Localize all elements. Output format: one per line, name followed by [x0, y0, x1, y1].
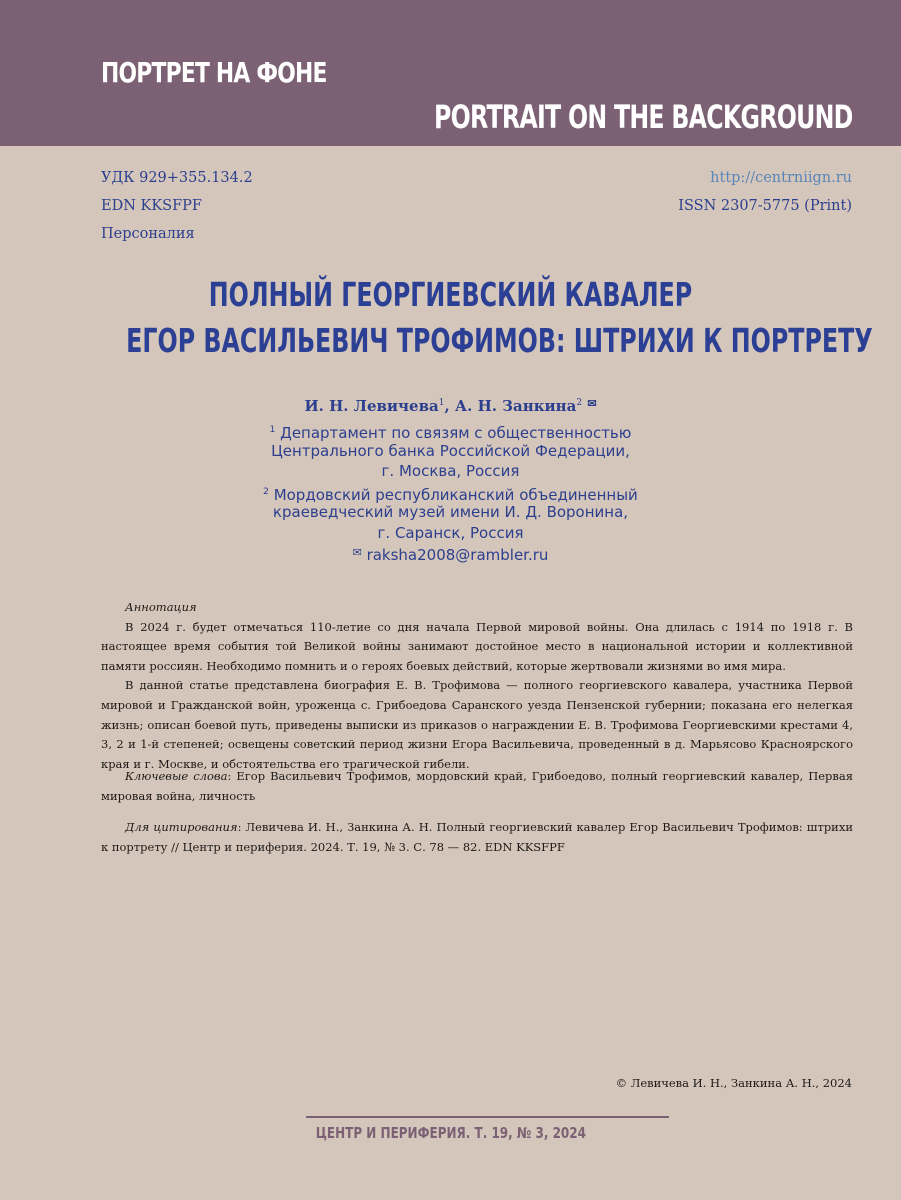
section-label: Персоналия — [101, 226, 195, 242]
mail-icon: ✉ — [587, 397, 597, 410]
article-meta-left — [101, 168, 253, 252]
mail-icon: ✉ — [352, 546, 362, 559]
affiliation-1-marker: 1 — [269, 425, 276, 435]
author-2: А. Н. Занкина — [454, 397, 577, 415]
keywords-label: Ключевые слова — [125, 769, 228, 783]
affiliation-2-line-3: г. Саранск, Россия — [377, 523, 524, 542]
author-email-link[interactable]: raksha2008@rambler.ru — [366, 546, 549, 564]
abstract-block — [101, 598, 853, 774]
affiliation-2-marker: 2 — [263, 486, 269, 497]
keywords-block — [101, 767, 853, 806]
author-1: И. Н. Левичева — [304, 397, 439, 415]
abstract-paragraph-2: В данной статье представлена биография Е. В. Трофимова — полного георгиевского кавалера, участника Первой мировой и Гражданской войн, уроженца с. Грибоедова Саранского уезда Пензенской губернии; показана его нелегкая жизнь; описан боевой путь, приведены выписки из приказов о награждении Е. В. Трофимова Георгиевскими крестами 4, 3, 2 и 1-й степеней; освещены советский период жизни Егора Васильевича, проведенный в д. Марьясово Красноярского края и г. Москве, и обстоятельства его трагической гибели. — [101, 678, 853, 771]
article-title-line-2: ЕГОР ВАСИЛЬЕВИЧ ТРОФИМОВ: ШТРИХИ К ПОРТРЕТУ — [126, 321, 873, 360]
citation-label: Для цитирования — [125, 820, 238, 834]
udk-code: УДК 929+355.134.2 — [101, 170, 253, 186]
affiliation-2-text-1: Мордовский республиканский объединенный — [273, 485, 638, 504]
authors-line — [0, 397, 901, 415]
abstract-paragraph-1: В 2024 г. будет отмечаться 110-летие со дня начала Первой мировой войны. Она длилась с 1914 по 1918 г. В настоящее время события той Великой войны занимают достойное место в национальной истории и коллективной памяти россиян. Необходимо помнить и о героях боевых действий, которые жертвовали жизнями во имя мира. — [101, 619, 853, 673]
abstract-label: Аннотация — [125, 600, 197, 614]
affiliation-1-line-1 — [0, 420, 901, 441]
article-meta-right — [678, 168, 852, 224]
journal-footer — [0, 1124, 901, 1142]
citation-block — [101, 818, 853, 857]
affiliation-2-line-1 — [0, 482, 901, 503]
issn-code: ISSN 2307-5775 (Print) — [678, 198, 852, 214]
affiliation-1-line-3: г. Москва, Россия — [381, 462, 520, 480]
section-title-ru: ПОРТРЕТ НА ФОНЕ — [101, 56, 327, 89]
footer-divider — [306, 1116, 669, 1118]
author-2-affil-ref: 2 — [576, 398, 583, 408]
journal-url-link[interactable]: http://centrniign.ru — [710, 170, 852, 186]
citation-text: : Левичева И. Н., Занкина А. Н. Полный георгиевский кавалер Егор Васильевич Трофимов: штрихи к портрету // Центр и периферия. 2024. Т. 19, № 3. С. 78 — 82. EDN KKSFPF — [101, 820, 853, 854]
article-title-line-1: ПОЛНЫЙ ГЕОРГИЕВСКИЙ КАВАЛЕР — [208, 275, 693, 314]
edn-code: EDN KKSFPF — [101, 198, 202, 214]
email-line — [0, 543, 901, 564]
author-1-affil-ref: 1 — [438, 398, 445, 408]
author-separator: , — [444, 397, 455, 415]
affiliation-1-text-1: Департамент по связям с общественностью — [280, 424, 632, 442]
affiliations — [0, 420, 901, 564]
affiliation-2-line-2: краеведческий музей имени И. Д. Воронина, — [272, 503, 629, 521]
copyright-notice: © Левичева И. Н., Занкина А. Н., 2024 — [615, 1076, 852, 1090]
keywords-text: : Егор Васильевич Трофимов, мордовский край, Грибоедово, полный георгиевский кавалер, Первая мировая война, личность — [101, 769, 853, 803]
journal-footer-text: ЦЕНТР И ПЕРИФЕРИЯ. Т. 19, № 3, 2024 — [315, 1124, 586, 1142]
affiliation-1-line-2: Центрального банка Российской Федерации, — [271, 441, 630, 460]
article-title — [0, 272, 901, 364]
journal-header-band — [0, 0, 901, 146]
section-title-en: PORTRAIT ON THE BACKGROUND — [434, 98, 853, 136]
